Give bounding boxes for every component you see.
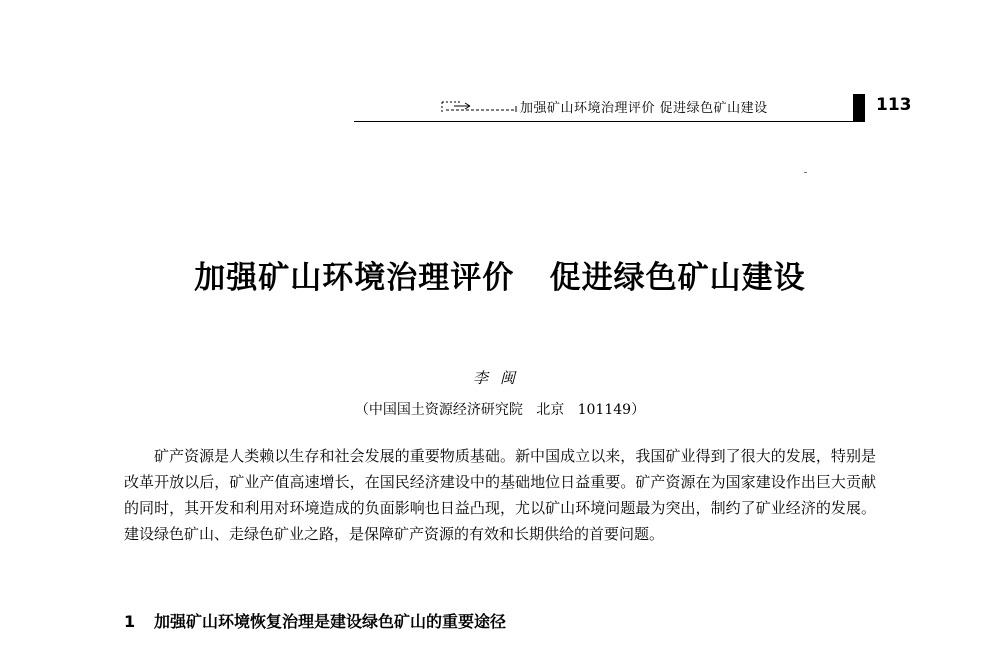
header-decoration-icon bbox=[440, 98, 518, 114]
intro-paragraph: 矿产资源是人类赖以生存和社会发展的重要物质基础。新中国成立以来，我国矿业得到了很大的发展，特别是改革开放以后，矿业产值高速增长，在国民经济建设中的基础地位日益重要。矿产资源在为国家建设作出巨大贡献的同时，其开发和利用对环境造成的负面影响也日益凸现，尤以矿山环境问题最为突出，制约了矿业经济的发展。建设绿色矿山、走绿色矿业之路，是保障矿产资源的有效和长期供给的首要问题。 bbox=[124, 447, 876, 543]
page-number: 113 bbox=[876, 95, 912, 115]
header-rule bbox=[354, 121, 854, 122]
affiliation: （中国国土资源经济研究院 北京 101149） bbox=[354, 402, 646, 418]
running-header bbox=[430, 94, 910, 124]
scan-speck bbox=[804, 172, 807, 173]
section-number: 1 bbox=[124, 612, 136, 631]
author: 李闽 bbox=[472, 369, 527, 387]
header-bar bbox=[853, 94, 865, 122]
article-title: 加强矿山环境治理评价 促进绿色矿山建设 bbox=[194, 260, 806, 296]
running-title: 加强矿山环境治理评价 促进绿色矿山建设 bbox=[520, 101, 768, 116]
section-heading bbox=[124, 609, 506, 632]
section-title: 加强矿山环境恢复治理是建设绿色矿山的重要途径 bbox=[154, 612, 507, 631]
